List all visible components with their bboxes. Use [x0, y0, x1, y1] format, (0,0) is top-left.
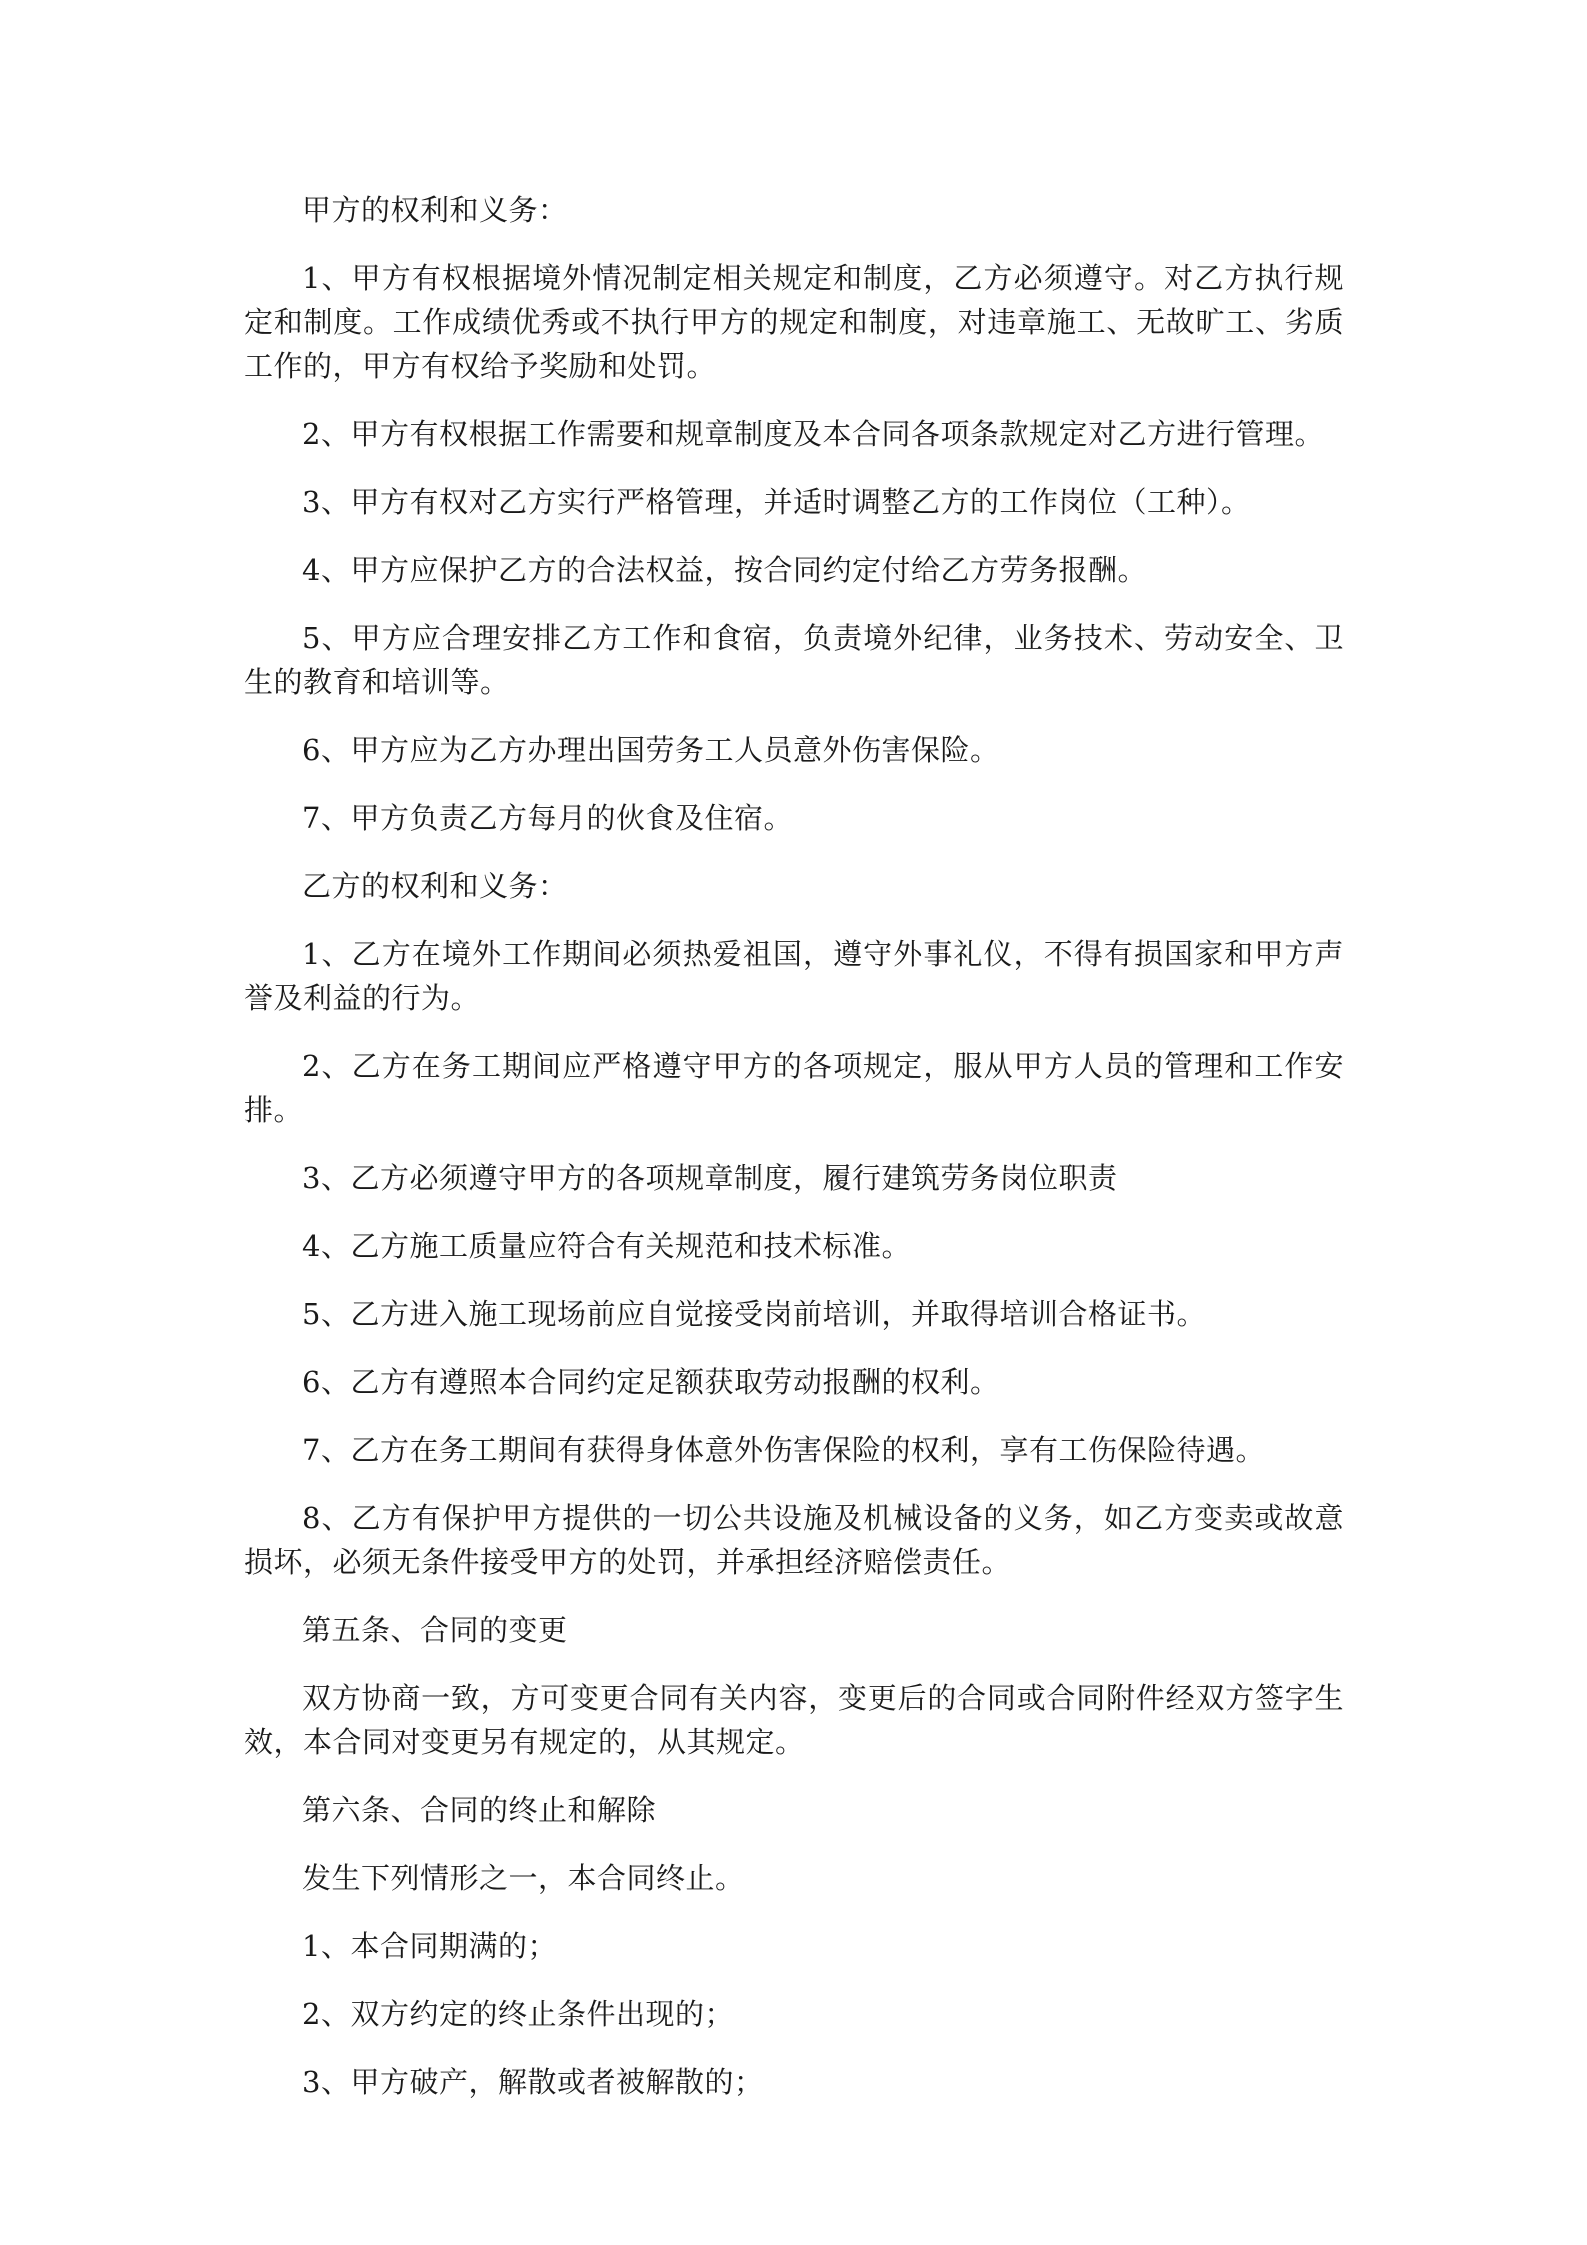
- paragraph-party-a-heading: 甲方的权利和义务：: [302, 193, 568, 227]
- paragraph-party-a-item-3: 3、甲方有权对乙方实行严格管理，并适时调整乙方的工作岗位（工种）。: [302, 485, 1251, 519]
- paragraph-party-a-item-4: 4、甲方应保护乙方的合法权益，按合同约定付给乙方劳务报酬。: [302, 553, 1147, 587]
- paragraph-party-b-item-2: 2、乙方在务工期间应严格遵守甲方的各项规定，服从甲方人员的管理和工作安排。: [244, 1049, 1344, 1127]
- paragraph-party-a-item-1: 1、甲方有权根据境外情况制定相关规定和制度，乙方必须遵守。对乙方执行规定和制度。工作成绩优秀或不执行甲方的规定和制度，对违章施工、无故旷工、劣质工作的，甲方有权给予奖励和处罚。: [244, 261, 1344, 383]
- paragraph-party-a-item-6: 6、甲方应为乙方办理出国劳务工人员意外伤害保险。: [302, 733, 1000, 767]
- paragraph-article-5-body: 双方协商一致，方可变更合同有关内容，变更后的合同或合同附件经双方签字生效，本合同对变更另有规定的，从其规定。: [244, 1681, 1344, 1759]
- paragraph-party-b-item-3: 3、乙方必须遵守甲方的各项规章制度，履行建筑劳务岗位职责: [302, 1161, 1118, 1195]
- paragraph-article-6-intro: 发生下列情形之一，本合同终止。: [302, 1861, 745, 1895]
- paragraph-party-b-heading: 乙方的权利和义务：: [302, 869, 568, 903]
- paragraph-termination-item-3: 3、甲方破产，解散或者被解散的；: [302, 2065, 764, 2099]
- paragraph-party-b-item-7: 7、乙方在务工期间有获得身体意外伤害保险的权利，享有工伤保险待遇。: [302, 1433, 1265, 1467]
- section-heading-article-5: 第五条、合同的变更: [302, 1613, 568, 1647]
- paragraph-party-b-item-5: 5、乙方进入施工现场前应自觉接受岗前培训，并取得培训合格证书。: [302, 1297, 1206, 1331]
- paragraph-party-b-item-8: 8、乙方有保护甲方提供的一切公共设施及机械设备的义务，如乙方变卖或故意损坏，必须无条件接受甲方的处罚，并承担经济赔偿责任。: [244, 1501, 1344, 1579]
- paragraph-termination-item-1: 1、本合同期满的；: [302, 1929, 557, 1963]
- paragraph-party-a-item-7: 7、甲方负责乙方每月的伙食及住宿。: [302, 801, 793, 835]
- paragraph-party-a-item-2: 2、甲方有权根据工作需要和规章制度及本合同各项条款规定对乙方进行管理。: [302, 417, 1324, 451]
- paragraph-party-b-item-6: 6、乙方有遵照本合同约定足额获取劳动报酬的权利。: [302, 1365, 1000, 1399]
- section-heading-article-6: 第六条、合同的终止和解除: [302, 1793, 657, 1827]
- paragraph-party-b-item-4: 4、乙方施工质量应符合有关规范和技术标准。: [302, 1229, 911, 1263]
- document-body: [244, 188, 1344, 2128]
- paragraph-party-b-item-1: 1、乙方在境外工作期间必须热爱祖国，遵守外事礼仪，不得有损国家和甲方声誉及利益的行为。: [244, 937, 1344, 1015]
- paragraph-party-a-item-5: 5、甲方应合理安排乙方工作和食宿，负责境外纪律，业务技术、劳动安全、卫生的教育和培训等。: [244, 621, 1344, 699]
- paragraph-termination-item-2: 2、双方约定的终止条件出现的；: [302, 1997, 734, 2031]
